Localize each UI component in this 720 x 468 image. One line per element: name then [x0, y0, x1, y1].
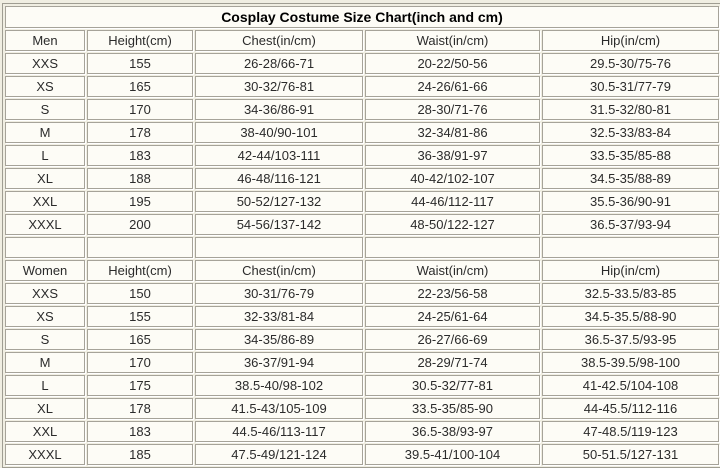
- women-header-waist: Waist(in/cm): [365, 260, 540, 281]
- men-header-row: [5, 30, 719, 51]
- table-cell: 26-27/66-69: [365, 329, 540, 350]
- table-cell: 39.5-41/100-104: [365, 444, 540, 465]
- table-row: [5, 352, 719, 373]
- men-header-hip: Hip(in/cm): [542, 30, 719, 51]
- table-cell: 195: [87, 191, 193, 212]
- table-cell: XL: [5, 398, 85, 419]
- table-cell: 35.5-36/90-91: [542, 191, 719, 212]
- spacer-cell: [87, 237, 193, 258]
- table-cell: 36.5-37/93-94: [542, 214, 719, 235]
- table-row: [5, 398, 719, 419]
- table-cell: 38-40/90-101: [195, 122, 363, 143]
- men-header-chest: Chest(in/cm): [195, 30, 363, 51]
- table-cell: 33.5-35/85-90: [365, 398, 540, 419]
- table-cell: 44.5-46/113-117: [195, 421, 363, 442]
- table-cell: 34-35/86-89: [195, 329, 363, 350]
- table-cell: 20-22/50-56: [365, 53, 540, 74]
- table-cell: 28-30/71-76: [365, 99, 540, 120]
- table-cell: 32.5-33.5/83-85: [542, 283, 719, 304]
- table-cell: M: [5, 122, 85, 143]
- women-header-row: [5, 260, 719, 281]
- table-cell: 47-48.5/119-123: [542, 421, 719, 442]
- table-cell: 30.5-32/77-81: [365, 375, 540, 396]
- table-cell: S: [5, 99, 85, 120]
- table-row: [5, 53, 719, 74]
- table-cell: 29.5-30/75-76: [542, 53, 719, 74]
- men-header-waist: Waist(in/cm): [365, 30, 540, 51]
- table-row: [5, 122, 719, 143]
- table-row: [5, 168, 719, 189]
- table-row: [5, 99, 719, 120]
- table-row: [5, 421, 719, 442]
- title-row: [5, 6, 719, 28]
- table-cell: 170: [87, 352, 193, 373]
- table-cell: M: [5, 352, 85, 373]
- table-row: [5, 145, 719, 166]
- spacer-row: [5, 237, 719, 258]
- table-cell: 150: [87, 283, 193, 304]
- size-chart-table: [2, 3, 720, 468]
- spacer-cell: [5, 237, 85, 258]
- men-rows: [5, 53, 719, 235]
- table-row: [5, 191, 719, 212]
- table-cell: 178: [87, 398, 193, 419]
- table-cell: XXS: [5, 283, 85, 304]
- table-cell: 183: [87, 145, 193, 166]
- table-cell: XS: [5, 306, 85, 327]
- chart-title: Cosplay Costume Size Chart(inch and cm): [5, 6, 719, 28]
- table-row: [5, 306, 719, 327]
- table-cell: 41.5-43/105-109: [195, 398, 363, 419]
- table-cell: 44-45.5/112-116: [542, 398, 719, 419]
- table-cell: XL: [5, 168, 85, 189]
- table-cell: 31.5-32/80-81: [542, 99, 719, 120]
- table-row: [5, 375, 719, 396]
- table-cell: 36-37/91-94: [195, 352, 363, 373]
- women-header-size: Women: [5, 260, 85, 281]
- table-cell: XXS: [5, 53, 85, 74]
- table-cell: 36.5-37.5/93-95: [542, 329, 719, 350]
- men-header-size: Men: [5, 30, 85, 51]
- women-header-chest: Chest(in/cm): [195, 260, 363, 281]
- table-cell: 30-31/76-79: [195, 283, 363, 304]
- table-cell: 36.5-38/93-97: [365, 421, 540, 442]
- table-cell: 26-28/66-71: [195, 53, 363, 74]
- table-cell: XXXL: [5, 444, 85, 465]
- table-cell: 183: [87, 421, 193, 442]
- table-cell: 22-23/56-58: [365, 283, 540, 304]
- table-cell: 165: [87, 329, 193, 350]
- table-cell: L: [5, 145, 85, 166]
- table-row: [5, 283, 719, 304]
- table-cell: 36-38/91-97: [365, 145, 540, 166]
- table-cell: 175: [87, 375, 193, 396]
- table-cell: 32-33/81-84: [195, 306, 363, 327]
- table-cell: 41-42.5/104-108: [542, 375, 719, 396]
- table-cell: 165: [87, 76, 193, 97]
- table-cell: 185: [87, 444, 193, 465]
- spacer-cell: [542, 237, 719, 258]
- table-cell: 178: [87, 122, 193, 143]
- spacer-cell: [195, 237, 363, 258]
- table-cell: 30-32/76-81: [195, 76, 363, 97]
- table-cell: XXXL: [5, 214, 85, 235]
- table-cell: 38.5-39.5/98-100: [542, 352, 719, 373]
- table-cell: 24-25/61-64: [365, 306, 540, 327]
- table-cell: XS: [5, 76, 85, 97]
- table-cell: 34.5-35.5/88-90: [542, 306, 719, 327]
- table-cell: 40-42/102-107: [365, 168, 540, 189]
- table-cell: 32-34/81-86: [365, 122, 540, 143]
- table-cell: 42-44/103-111: [195, 145, 363, 166]
- table-cell: 47.5-49/121-124: [195, 444, 363, 465]
- table-cell: 200: [87, 214, 193, 235]
- table-cell: 155: [87, 53, 193, 74]
- spacer-cell: [365, 237, 540, 258]
- table-cell: 38.5-40/98-102: [195, 375, 363, 396]
- table-cell: 48-50/122-127: [365, 214, 540, 235]
- table-cell: 32.5-33/83-84: [542, 122, 719, 143]
- table-cell: 46-48/116-121: [195, 168, 363, 189]
- table-cell: 30.5-31/77-79: [542, 76, 719, 97]
- table-cell: 50-51.5/127-131: [542, 444, 719, 465]
- table-cell: 44-46/112-117: [365, 191, 540, 212]
- table-row: [5, 214, 719, 235]
- table-row: [5, 329, 719, 350]
- table-cell: L: [5, 375, 85, 396]
- table-cell: 28-29/71-74: [365, 352, 540, 373]
- table-cell: 34.5-35/88-89: [542, 168, 719, 189]
- table-cell: 33.5-35/85-88: [542, 145, 719, 166]
- table-cell: 54-56/137-142: [195, 214, 363, 235]
- table-cell: 188: [87, 168, 193, 189]
- table-cell: XXL: [5, 421, 85, 442]
- table-cell: 24-26/61-66: [365, 76, 540, 97]
- women-header-hip: Hip(in/cm): [542, 260, 719, 281]
- table-row: [5, 444, 719, 465]
- table-cell: 170: [87, 99, 193, 120]
- table-row: [5, 76, 719, 97]
- table-cell: S: [5, 329, 85, 350]
- table-cell: XXL: [5, 191, 85, 212]
- table-cell: 34-36/86-91: [195, 99, 363, 120]
- table-cell: 50-52/127-132: [195, 191, 363, 212]
- men-header-height: Height(cm): [87, 30, 193, 51]
- women-rows: [5, 283, 719, 465]
- table-cell: 155: [87, 306, 193, 327]
- women-header-height: Height(cm): [87, 260, 193, 281]
